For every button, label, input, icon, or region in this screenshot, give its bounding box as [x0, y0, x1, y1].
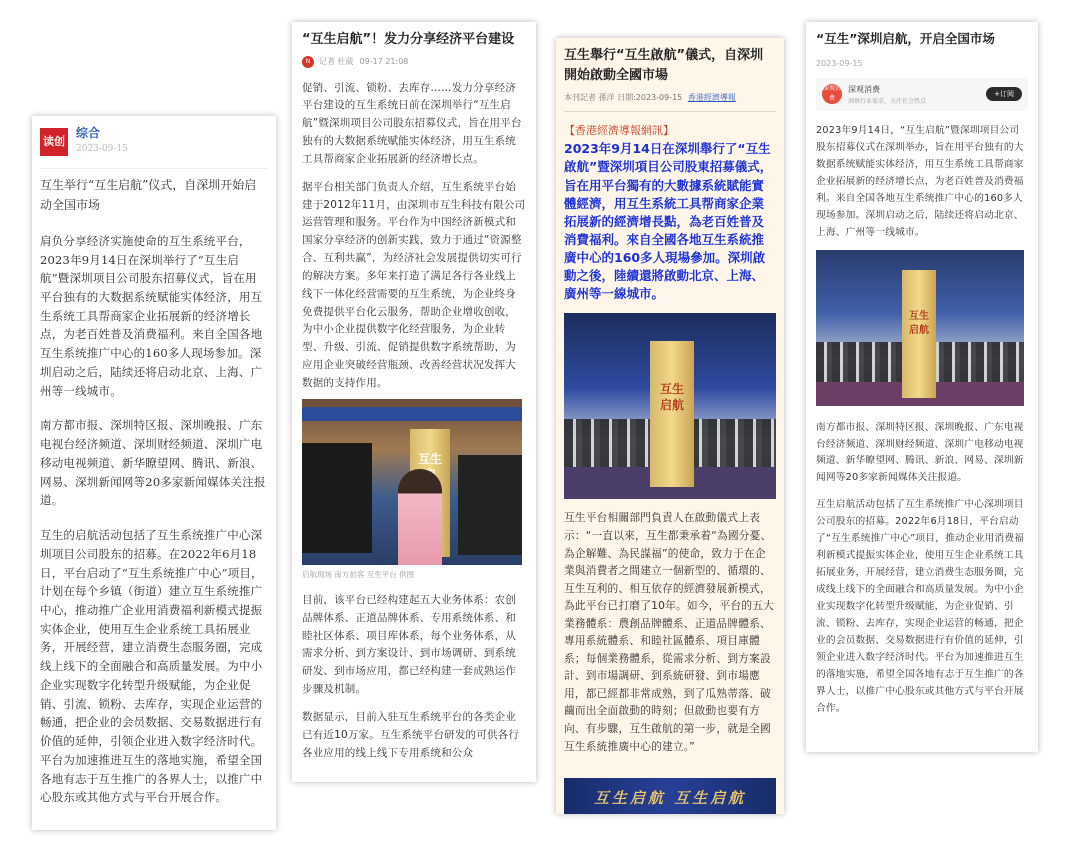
camera-shape [458, 455, 522, 555]
paragraph: 肩负分享经济实施使命的互生系统平台，2023年9月14日在深圳举行了“互生启航”暨深圳项目公司股东招募仪式，旨在用平台独有的大数据系统赋能实体经济，用互生系统工具帮商家企业拓展新的经济增长点，为老百姓普及消费福利。来自全国各地互生系统推广中心的160多人现场参加。深圳启动之后，陆续还将启动北京、上海、广州等一线城市。 [40, 233, 263, 398]
account-description: 洞察行业需求，关注社会热点 [848, 97, 927, 105]
article-title: 互生举行“互生启航”仪式，自深圳开始启动全国市场 [40, 178, 257, 213]
reporter-avatar-icon: N [302, 56, 314, 68]
paragraph: 据平台相关部门负责人介绍，互生系统平台始建于2012年11月，由深圳市互生科技有限公司运营管理和服务。平台作为中国经济新模式和国家分享经济的创新实践，致力于通过“资源整合、互利共赢”，为经济社会发展提供切实可行的解决方案。多年来打造了满足各行各业线上线下一体化经营需要的互生系统，为企业终身免费提供平台化云服务，帮助企业增收创收，为中小企业提供数字化经营服务，为企业转型、升级、引流、促销提供数字系统帮助，为应用企业突破经营瓶颈、改善经营状况发挥大数据的支持作用。 [302, 180, 526, 389]
subscribe-button[interactable]: +订阅 [986, 87, 1022, 101]
author: 记者 杜葳 [319, 57, 354, 66]
article-title: “互生启航”！发力分享经济平台建设 [302, 32, 515, 47]
paragraph: 互生的启航活动包括了互生系统推广中心深圳项目公司股东的招募。在2022年6月18日，平台启动了“互生系统推广中心”项目，计划在每个乡镇（街道）建立互生系统推广中心，推动推广企业用消费福利新模式提振实体企业，使用互生企业系统工具拓展业务，开展经营，建立消费生态服务圈，完成线上线下的全面融合和高质量发展。为中小企业实现数字化转型升级赋能，为企业促销、引流、锁粉、去库存，实现企业运营的畅通，把企业的会员数据、交易数据进行有价值的延伸，引领企业进入数字经济时代。平台为加速推进互生的落地实施，希望全国各地有志于互生推广的各界人士，以推广中心股东或其他方式与平台开展合作。 [40, 528, 263, 805]
paragraph: 数据显示，目前入驻互生系统平台的各类企业已有近10万家。互生系统平台研发的可供各行各业应用的线上线下专用系统和公众 [302, 710, 520, 759]
photo-banner [302, 407, 522, 421]
article-card-shenguan [806, 22, 1038, 752]
photo-pillar [650, 341, 694, 487]
event-photo[interactable] [816, 250, 1024, 406]
source-link[interactable]: 香港經濟導報 [687, 93, 736, 103]
account-name[interactable]: 深观消费 [848, 84, 880, 94]
article-title: “互生”深圳启航，开启全国市场 [816, 31, 995, 46]
account-bar [816, 78, 1028, 111]
bottom-banner-image: 互生启航 互生启航 [564, 778, 776, 814]
pillar-text: 互生 [418, 451, 443, 466]
pillar-text: 互生启航 [909, 310, 929, 336]
event-photo[interactable] [564, 313, 776, 499]
article-card-southern [292, 22, 536, 782]
paragraph: 互生启航活动包括了互生系统推广中心深圳项目公司股东的招募。2022年6月18日，平台启动了“互生系统推广中心”项目，推动企业用消费福利新模式提振实体企业，使用互生企业系统工具拓展业务，开展经营，建立消费生态服务圈，完成线上线下的全面融合和高质量发展。为中小企业实现数字化转型升级赋能，为企业促销、引流、锁粉、去库存，实现企业运营的畅通，把企业的会员数据、交易数据进行有价值的延伸，引领企业进入数字经济时代。平台为加速推进互生的落地实施，希望全国各地有志于互生推广的各界人士，以推广中心股东或其他方式与平台开展合作。 [816, 499, 1025, 715]
camera-shape [302, 443, 372, 553]
photo-pillar [902, 270, 936, 398]
presenter-figure [398, 469, 442, 565]
account-logo: 深观消费 [822, 85, 841, 103]
article-card-hk-economic [556, 38, 784, 814]
publish-date: 2023-09-15 [816, 58, 863, 68]
publish-time: 09-17 21:08 [359, 57, 409, 66]
article-meta [302, 56, 526, 68]
lead-paragraph: 2023年9月14日在深圳舉行了“互生啟航”暨深圳項目公司股東招募儀式，旨在用平台獨有的大數據系統賦能實體經濟，用互生系統工具帮商家企業拓展新的經濟增長點，為老百姓普及消費福利。來自全國各地互生系統推廣中心的160多人現場參加。深圳啟動之後，陸續還將啟動北京、上海、廣州等一線城市。 [564, 141, 773, 302]
paragraph: 南方都市报、深圳特区报、深圳晚报、广东电视台经济频道、深圳财经频道、深圳广电移动电视频道、新华瞭望网、腾讯、新浪、网易、深圳新闻网等20多家新闻媒体关注报道。 [40, 418, 266, 508]
publisher-logo: 读创 [40, 128, 68, 156]
pillar-text: 互生启航 [660, 382, 685, 413]
divider [40, 168, 268, 169]
photo-caption: 启航现场 南方拍客 互生平台 供图 [302, 569, 415, 579]
source-tag: 【香港經濟導報網訊】 [564, 124, 674, 138]
article-title: 互生舉行“互生啟航”儀式，自深圳開始啟動全國市場 [564, 48, 764, 84]
event-photo[interactable] [302, 399, 522, 565]
category-link[interactable]: 综合 [76, 126, 101, 140]
paragraph: 目前，该平台已经构建起五大业务体系：农创品牌体系、正道品牌体系、专用系统体系、和睦社区体系、项目库体系，每个业务体系，从需求分析、到方案设计、到市场调研、到系统研发、到市场应用，都已经构建一套成熟运作步骤及机制。 [302, 593, 516, 696]
article-header [40, 122, 268, 162]
publish-date: 2023-09-15 [76, 144, 128, 154]
paragraph: 2023年9月14日，“互生启航”暨深圳项目公司股东招募仪式在深圳举办，旨在用平台独有的大数据系统赋能实体经济，用互生系统工具帮商家企业拓展新的经济增长点，为老百姓普及消费福利。来自全国各地互生系统推广中心的160多人现场参加。深圳启动之后，陆续还将启动北京、上海、广州等一线城市。 [816, 124, 1024, 238]
paragraph: 促销、引流、锁粉、去库存……发力分享经济平台建设的互生系统日前在深圳举行“互生启航”暨深圳项目公司股东招募仪式，旨在用平台独有的大数据系统赋能实体经济，用互生系统工具帮商家企业拓展新的经济增长点。 [302, 81, 522, 165]
article-meta [564, 92, 776, 112]
article-card-dutrust [32, 116, 276, 830]
meta-text: 本刊記者 孫洋 日期:2023-09-15 [564, 93, 683, 103]
paragraph: 互生平台相關部門負責人在啟動儀式上表示：“一直以來，互生都秉承着“為國分憂、為企解難、為民謀福”的使命，致力于在企業與消費者之間建立一個新型的、循環的、互生互利的、相互依存的經濟發展新模式，為此平台已打磨了10年。如今，平台的五大業務體系：農創品牌體系、正道品牌體系、專用系統體系、和睦社區體系、項目庫體系；每個業務體系，從需求分析、到方案設計、到市場調研、到系統研發、到市場應用，都已經都非常成熟，到了瓜熟蒂落、破繭而出全面啟動的時刻；但啟動也要有方向、有步驟，互生啟航的第一步，就是全國互生系統推廣中心的建立。” [564, 511, 774, 753]
paragraph: 南方都市报、深圳特区报、深圳晚报、广东电视台经济频道、深圳财经频道、深圳广电移动电视频道、新华瞭望网、腾讯、新浪、网易、深圳新闻网等20多家新闻媒体关注报道。 [816, 421, 1024, 484]
